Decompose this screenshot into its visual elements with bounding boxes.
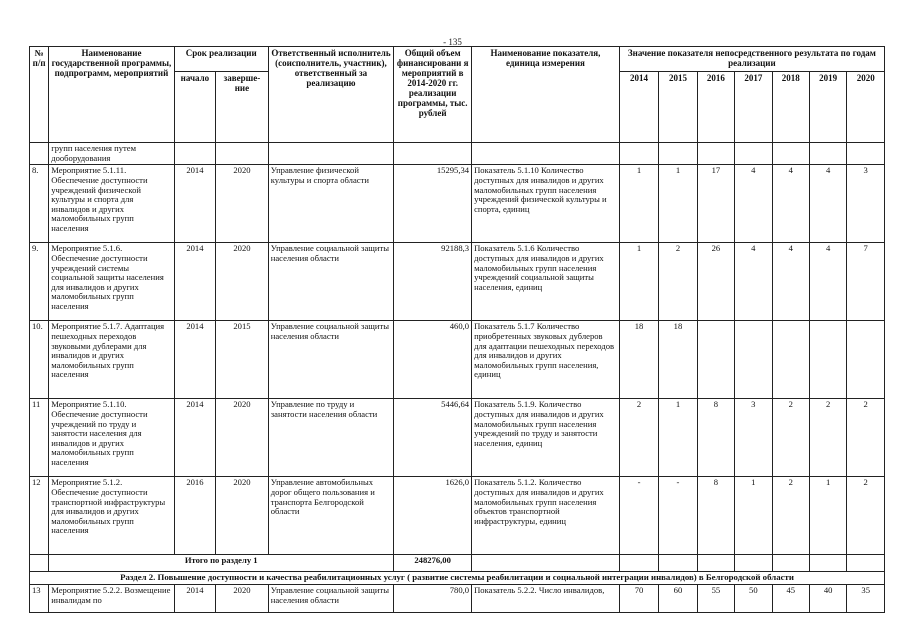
table-row xyxy=(30,321,885,399)
measure-name: Мероприятие 5.1.10. Обеспечение доступности учреждений по труду и занятости населения для инвалидов и других маломобильных групп населения xyxy=(49,399,174,477)
total-row xyxy=(30,555,885,572)
measure-name: Мероприятие 5.1.11. Обеспечение доступности учреждений физической культуры и спорта для инвалидов и других маломобильных групп населения xyxy=(49,165,174,243)
table-row xyxy=(30,477,885,555)
year-header: 2014 xyxy=(619,72,658,143)
header-row xyxy=(30,47,885,72)
year-value: 2 xyxy=(847,399,885,477)
col-volume-header: Общий объем финансировани я мероприятий в 2014-2020 гг. реализации программы, тыс. рублей xyxy=(394,47,472,143)
end-year: 2020 xyxy=(216,477,269,555)
start-year: 2016 xyxy=(174,477,215,555)
col-num-header: № п/п xyxy=(30,47,49,143)
year-value xyxy=(735,321,772,399)
year-value xyxy=(847,321,885,399)
indicator-name: Показатель 5.1.6 Количество доступных для инвалидов и других маломобильных групп населения учреждений социальной защиты населения, единиц xyxy=(472,243,620,321)
year-value: 2 xyxy=(619,399,658,477)
year-value: 1 xyxy=(619,165,658,243)
row-number: 13 xyxy=(30,585,49,613)
year-value xyxy=(809,321,846,399)
end-year: 2020 xyxy=(216,243,269,321)
year-header: 2015 xyxy=(659,72,697,143)
col-end-header: заверше- ние xyxy=(216,72,269,143)
col-indicator-header: Наименование показателя, единица измерения xyxy=(472,47,620,143)
year-value: 17 xyxy=(697,165,734,243)
year-value: 2 xyxy=(847,477,885,555)
funding-volume: 780,0 xyxy=(394,585,472,613)
table-row xyxy=(30,243,885,321)
year-value: 7 xyxy=(847,243,885,321)
responsible: Управление по труду и занятости населения области xyxy=(268,399,393,477)
row-number: 12 xyxy=(30,477,49,555)
year-value: 1 xyxy=(735,477,772,555)
start-year: 2014 xyxy=(174,399,215,477)
start-year: 2014 xyxy=(174,243,215,321)
table-row xyxy=(30,585,885,613)
year-value: 3 xyxy=(847,165,885,243)
year-value: 35 xyxy=(847,585,885,613)
year-value: 70 xyxy=(619,585,658,613)
total-volume: 248276,00 xyxy=(394,555,472,572)
year-value: 4 xyxy=(809,243,846,321)
end-year: 2020 xyxy=(216,399,269,477)
year-value: 45 xyxy=(772,585,809,613)
indicator-name: Показатель 5.1.2. Количество доступных для инвалидов и других маломобильных групп населения объектов транспортной инфраструктуры, единиц xyxy=(472,477,620,555)
year-value: 2 xyxy=(772,399,809,477)
year-value: 4 xyxy=(772,243,809,321)
section-title: Раздел 2. Повышение доступности и качества реабилитационных услуг ( развитие системы реабилитации и социальной интеграции инвалидов) в Белгородской области xyxy=(30,572,885,585)
year-value: 8 xyxy=(697,477,734,555)
funding-volume: 460,0 xyxy=(394,321,472,399)
col-start-header: начало xyxy=(174,72,215,143)
col-name-header: Наименование государственной программы, подпрограмм, мероприятий xyxy=(49,47,174,143)
responsible: Управление социальной защиты населения области xyxy=(268,321,393,399)
year-value xyxy=(772,321,809,399)
year-value: 1 xyxy=(659,165,697,243)
start-year: 2014 xyxy=(174,165,215,243)
col-term-header: Срок реализации xyxy=(174,47,268,72)
table-row xyxy=(30,165,885,243)
year-value: 55 xyxy=(697,585,734,613)
continuation-row xyxy=(30,143,885,165)
indicator-name: Показатель 5.1.10 Количество доступных для инвалидов и других маломобильных групп населения учреждений физической культуры и спорта, единиц xyxy=(472,165,620,243)
indicator-name: Показатель 5.1.7 Количество приобретенных звуковых дублеров для адаптации пешеходных переходов для инвалидов и других маломобильных групп населения, единиц xyxy=(472,321,620,399)
measure-name: Мероприятие 5.1.2. Обеспечение доступности транспортной инфраструктуры для инвалидов и других маломобильных групп населения xyxy=(49,477,174,555)
table-row xyxy=(30,399,885,477)
year-value: 1 xyxy=(619,243,658,321)
year-value: 2 xyxy=(809,399,846,477)
year-header: 2018 xyxy=(772,72,809,143)
year-value xyxy=(697,321,734,399)
funding-volume: 5446,64 xyxy=(394,399,472,477)
year-value: 4 xyxy=(809,165,846,243)
indicator-name: Показатель 5.2.2. Число инвалидов, xyxy=(472,585,620,613)
funding-volume: 92188,3 xyxy=(394,243,472,321)
year-value: - xyxy=(659,477,697,555)
year-header: 2016 xyxy=(697,72,734,143)
year-value: 2 xyxy=(772,477,809,555)
measure-name: Мероприятие 5.1.6. Обеспечение доступности учреждений системы социальной защиты населения для инвалидов и других маломобильных групп населения xyxy=(49,243,174,321)
responsible: Управление социальной защиты населения области xyxy=(268,585,393,613)
col-values-header: Значение показателя непосредственного результата по годам реализации xyxy=(619,47,884,72)
year-value: 4 xyxy=(772,165,809,243)
end-year: 2015 xyxy=(216,321,269,399)
row-number: 8. xyxy=(30,165,49,243)
year-value: 60 xyxy=(659,585,697,613)
responsible: Управление социальной защиты населения области xyxy=(268,243,393,321)
continuation-text: групп населения путем дооборудования xyxy=(49,143,174,165)
start-year: 2014 xyxy=(174,321,215,399)
responsible: Управление физической культуры и спорта области xyxy=(268,165,393,243)
funding-volume: 1626,0 xyxy=(394,477,472,555)
year-value: 50 xyxy=(735,585,772,613)
year-header: 2017 xyxy=(735,72,772,143)
year-value: - xyxy=(619,477,658,555)
row-number: 11 xyxy=(30,399,49,477)
row-number: 10. xyxy=(30,321,49,399)
end-year: 2020 xyxy=(216,165,269,243)
indicator-name: Показатель 5.1.9. Количество доступных для инвалидов и других маломобильных групп населения учреждений по труду и занятости населения, единиц xyxy=(472,399,620,477)
measure-name: Мероприятие 5.1.7. Адаптация пешеходных переходов звуковыми дублерами для инвалидов и других маломобильных групп населения xyxy=(49,321,174,399)
total-label: Итого по разделу 1 xyxy=(49,555,394,572)
year-value: 26 xyxy=(697,243,734,321)
year-header: 2019 xyxy=(809,72,846,143)
section-row xyxy=(30,572,885,585)
col-resp-header: Ответственный исполнитель (соисполнитель, участник), ответственный за реализацию xyxy=(268,47,393,143)
page-number: - 135 xyxy=(443,37,462,47)
year-value: 3 xyxy=(735,399,772,477)
year-value: 2 xyxy=(659,243,697,321)
year-value: 18 xyxy=(659,321,697,399)
year-value: 1 xyxy=(659,399,697,477)
program-table xyxy=(29,46,885,613)
measure-name: Мероприятие 5.2.2. Возмещение инвалидам по xyxy=(49,585,174,613)
year-header: 2020 xyxy=(847,72,885,143)
funding-volume: 15295,34 xyxy=(394,165,472,243)
year-value: 40 xyxy=(809,585,846,613)
row-number: 9. xyxy=(30,243,49,321)
year-value: 1 xyxy=(809,477,846,555)
year-value: 4 xyxy=(735,243,772,321)
year-value: 4 xyxy=(735,165,772,243)
year-value: 18 xyxy=(619,321,658,399)
end-year: 2020 xyxy=(216,585,269,613)
year-value: 8 xyxy=(697,399,734,477)
responsible: Управление автомобильных дорог общего пользования и транспорта Белгородской области xyxy=(268,477,393,555)
start-year: 2014 xyxy=(174,585,215,613)
